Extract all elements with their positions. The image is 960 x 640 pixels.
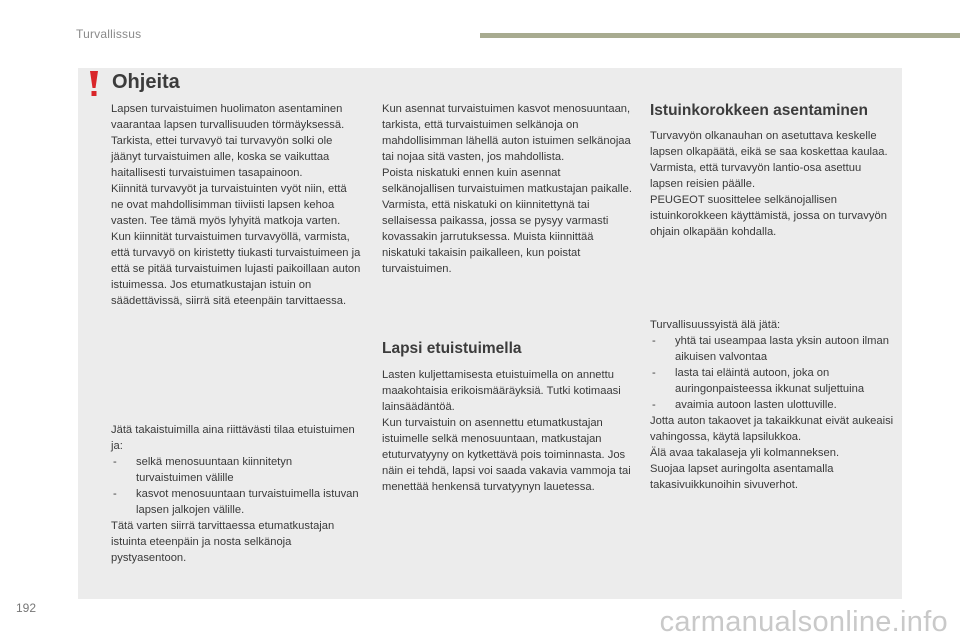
col1-block2 [111,422,361,566]
col3-block1 [650,128,895,240]
col2-block1 [382,101,632,277]
paragraph: Lapsen turvaistuimen huolimaton asentaminen vaarantaa lapsen turvallisuuden törmäyksessä. [111,103,345,131]
list-item: - avaimia autoon lasten ulottuville. [650,397,895,413]
paragraph: Varmista, että niskatuki on kiinnitettynä tai sellaisessa paikassa, jossa se pysyy varmasti kovassakin jarrutuksessa. Muista kiinnittää niskatuki takaisin paikalleen, kun poistat turvaistuimen. [382,199,609,275]
header-accent-bar [480,33,960,38]
list-item: - lasta tai eläintä autoon, joka on auringonpaisteessa ikkunat suljettuina [650,365,895,397]
paragraph: Tarkista, ettei turvavyö tai turvavyön solki ole jäänyt turvaistuimen alle, koska se vaikuttaa haitallisesti turvaistuimen tasapainoon. [111,135,333,179]
paragraph: Kiinnitä turvavyöt ja turvaistuinten vyöt niin, että ne ovat mahdollisimman tiiviisti lapsen kehoa vasten. Tee tämä myös lyhyitä matkoja varten. [111,183,347,227]
list-item: - selkä menosuuntaan kiinnitetyn turvaistuimen välille [111,454,361,486]
paragraph: Lasten kuljettamisesta etuistuimella on annettu maakohtaisia erikoismääräyksiä. Tutki kotimaasi lainsäädäntöä. [382,369,621,413]
paragraph: Jotta auton takaovet ja takaikkunat eivät aukeaisi vahingossa, käytä lapsilukkoa. [650,415,894,443]
paragraph: Varmista, että turvavyön lantio-osa asettuu lapsen reisien päälle. [650,162,862,190]
heading-front-seat: Lapsi etuistuimella [382,340,522,357]
paragraph: Turvavyön olkanauhan on asetuttava keskelle lapsen olkapäätä, eikä se saa koskettaa kaulaa. [650,130,888,158]
exclamation-mark-icon [83,68,105,100]
col1-block1 [111,101,361,309]
paragraph: Turvallisuussyistä älä jätä: [650,319,781,331]
page-number: 192 [16,601,37,615]
paragraph: Suojaa lapset auringolta asentamalla takasivuikkunoihin sivuverhot. [650,463,834,491]
col3-block2 [650,317,895,493]
panel-title: Ohjeita [112,71,180,93]
paragraph: Tätä varten siirrä tarvittaessa etumatkustajan istuinta eteenpäin ja nosta selkänoja pystyasentoon. [111,520,335,564]
list-item: - kasvot menosuuntaan turvaistuimella istuvan lapsen jalkojen välille. [111,486,361,518]
col2-block2 [382,367,632,495]
spacing-list [111,454,361,518]
paragraph: Kun turvaistuin on asennettu etumatkustajan istuimelle selkä menosuuntaan, matkustajan etuturvatyyny on kytkettävä pois toiminnasta. Jos näin ei tehdä, lapsi voi saada vakavia vammoja tai menettää henkensä turvatyynyn lauetessa. [382,417,631,493]
paragraph: PEUGEOT suosittelee selkänojallisen istuinkorokkeen käyttämistä, jossa on turvavyön ohjain olkapään kohdalla. [650,194,887,238]
paragraph: Poista niskatuki ennen kuin asennat selkänojallisen turvaistuimen matkustajan paikalle. [382,167,632,195]
paragraph: Kun kiinnität turvaistuimen turvavyöllä, varmista, että turvavyö on kiristetty tiukasti turvaistuimeen ja että se pitää turvaistuimen lujasti paikoillaan auton istuimessa. Jos etumatkustajan istuin on säädettävissä, siirrä sitä eteenpäin tarvittaessa. [111,231,361,307]
list-item: - yhtä tai useampaa lasta yksin autoon ilman aikuisen valvontaa [650,333,895,365]
section-title: Turvallissus [76,27,142,41]
watermark: carmanualsonline.info [659,606,948,638]
heading-booster-seat: Istuinkorokkeen asentaminen [650,102,868,119]
paragraph: Älä avaa takalaseja yli kolmanneksen. [650,447,840,459]
paragraph: Kun asennat turvaistuimen kasvot menosuuntaan, tarkista, että turvaistuimen selkänoja on mahdollisimman lähellä auton istuimen selkänojaa tai nojaa sitä vasten, jos mahdollista. [382,103,631,163]
paragraph: Jätä takaistuimilla aina riittävästi tilaa etuistuimen ja: [111,424,355,452]
safety-list [650,333,895,413]
